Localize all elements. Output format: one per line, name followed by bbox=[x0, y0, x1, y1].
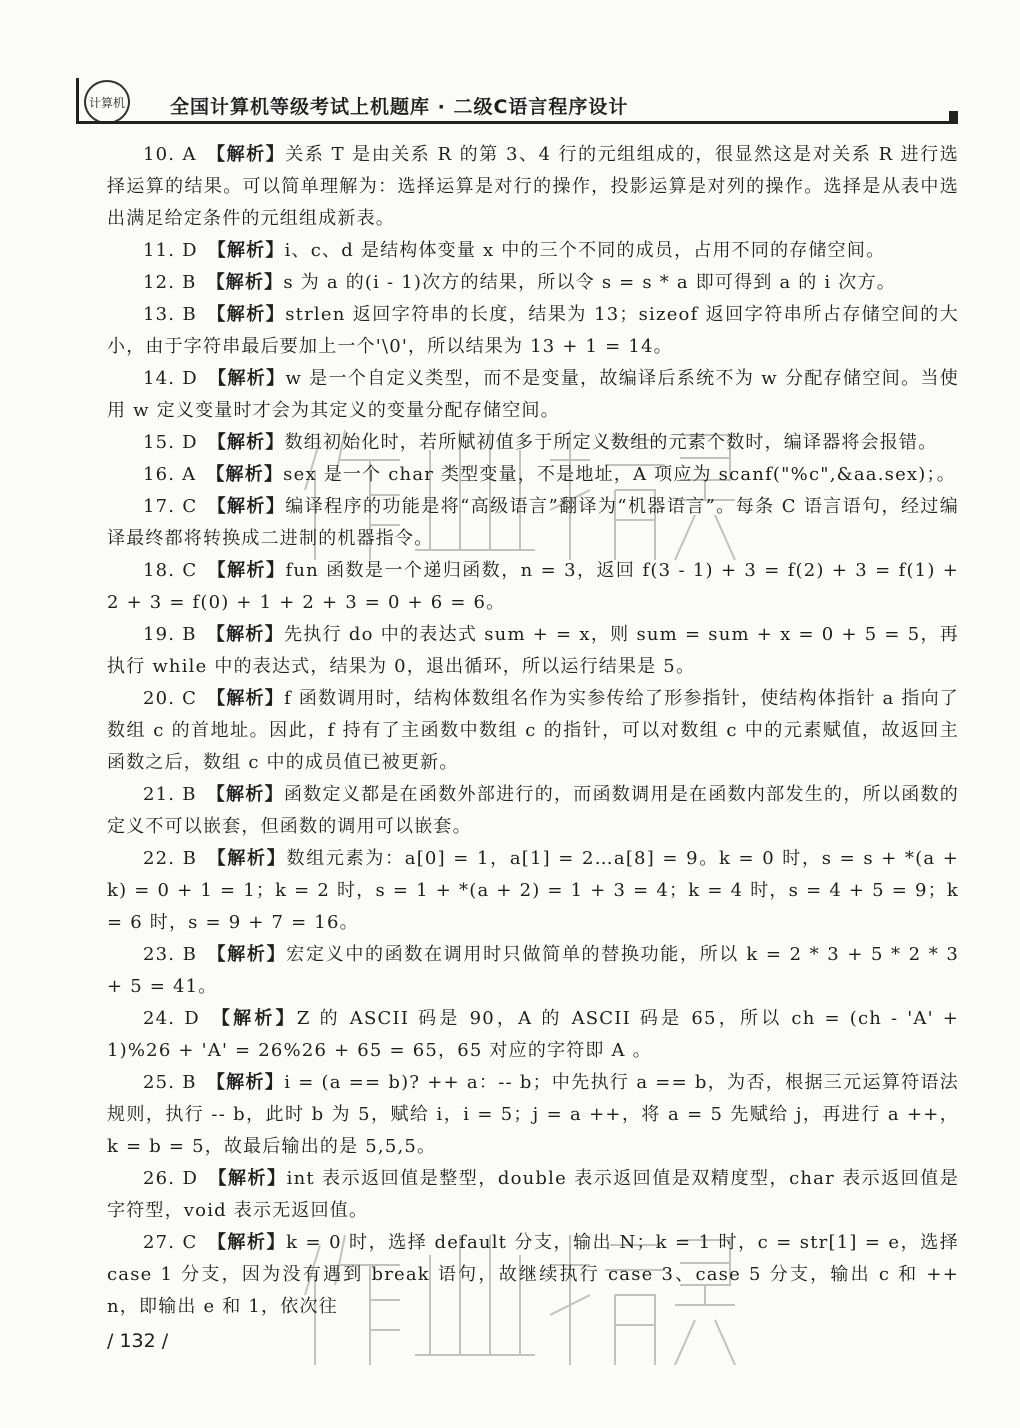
analysis-tag: 【解析】 bbox=[206, 464, 284, 485]
analysis-tag: 【解析】 bbox=[206, 144, 286, 165]
analysis-tag: 【解析】 bbox=[207, 944, 287, 965]
analysis-tag: 【解析】 bbox=[206, 1072, 285, 1093]
analysis-tag: 【解析】 bbox=[209, 1008, 297, 1029]
answer-number: 14. D bbox=[143, 368, 198, 389]
running-header bbox=[76, 78, 956, 124]
answer-number: 17. C bbox=[143, 496, 198, 517]
answer-number: 19. B bbox=[143, 624, 197, 645]
answer-number: 23. B bbox=[143, 944, 198, 965]
answer-entry bbox=[107, 427, 959, 459]
answer-explanations bbox=[107, 139, 959, 1355]
answer-entry bbox=[107, 235, 959, 267]
answer-number: 11. D bbox=[143, 240, 198, 261]
answer-number: 21. B bbox=[143, 784, 197, 805]
book-logo bbox=[84, 80, 130, 124]
analysis-text: i、c、d 是结构体变量 x 中的三个不同的成员，占用不同的存储空间。 bbox=[284, 240, 886, 261]
answer-entry bbox=[107, 139, 959, 235]
analysis-tag: 【解析】 bbox=[207, 688, 285, 709]
analysis-tag: 【解析】 bbox=[207, 1232, 287, 1253]
analysis-text: Z 的 ASCII 码是 90，A 的 ASCII 码是 65，所以 ch = (ch - 'A' + 1)%26 + 'A' = 26%26 + 65 = 65，65 对应的字符即 A 。 bbox=[107, 1008, 960, 1061]
analysis-tag: 【解析】 bbox=[207, 368, 286, 389]
analysis-text: i = (a == b)? ++ a：-- b；中先执行 a == b，为否，根据三元运算符语法规则，执行 -- b，此时 b 为 5，赋给 i，i = 5；j = a ++，将 a = 5 先赋给 j，再进行 a ++，k = b = 5，故最后输出的是 5,5,5。 bbox=[107, 1072, 959, 1157]
analysis-text: 先执行 do 中的表达式 sum + = x，则 sum = sum + x = 0 + 5 = 5，再执行 while 中的表达式，结果为 0，退出循环，所以运行结果是 5。 bbox=[107, 624, 959, 677]
answer-entry bbox=[107, 1067, 959, 1163]
analysis-text: 编译程序的功能是将“高级语言”翻译为“机器语言”。每条 C 语言语句，经过编译最终都将转换成二进制的机器指令。 bbox=[107, 496, 960, 549]
answer-number: 15. D bbox=[143, 432, 198, 453]
analysis-text: s 为 a 的(i - 1)次方的结果，所以令 s = s * a 即可得到 a 的 i 次方。 bbox=[283, 272, 896, 293]
logo-text: 计算机 bbox=[88, 95, 125, 110]
analysis-text: 数组元素为：a[0] = 1，a[1] = 2…a[8] = 9。k = 0 时，s = s + *(a + k) = 0 + 1 = 1；k = 2 时，s = 1 + *(a + 2) = 1 + 3 = 4；k = 4 时，s = 4 + 5 = 9；k = 6 时，s = 9 + 7 = 16。 bbox=[107, 848, 959, 933]
analysis-tag: 【解析】 bbox=[206, 304, 286, 325]
answer-entry bbox=[107, 1227, 959, 1323]
analysis-text: w 是一个自定义类型，而不是变量，故编译后系统不为 w 分配存储空间。当使用 w 定义变量时才会为其定义的变量分配存储空间。 bbox=[107, 368, 959, 421]
answer-number: 16. A bbox=[143, 464, 197, 485]
answer-entry bbox=[107, 1163, 959, 1227]
analysis-text: strlen 返回字符串的长度，结果为 13；sizeof 返回字符串所占存储空间的大小，由于字符串最后要加上一个'\0'，所以结果为 13 + 1 = 14。 bbox=[107, 304, 959, 357]
answer-number: 18. C bbox=[143, 560, 198, 581]
answer-number: 12. B bbox=[143, 272, 197, 293]
header-vertical-rule bbox=[76, 78, 79, 124]
analysis-tag: 【解析】 bbox=[206, 784, 284, 805]
analysis-tag: 【解析】 bbox=[206, 272, 284, 293]
answer-number: 26. D bbox=[143, 1168, 199, 1189]
header-end-block bbox=[949, 111, 958, 124]
analysis-tag: 【解析】 bbox=[207, 432, 285, 453]
answer-number: 25. B bbox=[143, 1072, 197, 1093]
answer-entry bbox=[107, 683, 959, 779]
analysis-tag: 【解析】 bbox=[207, 240, 285, 261]
analysis-text: 关系 T 是由关系 R 的第 3、4 行的元组组成的，很显然这是对关系 R 进行选择运算的结果。可以简单理解为：选择运算是对行的操作，投影运算是对列的操作。选择是从表中选出满足给定条件的元组组成新表。 bbox=[107, 144, 959, 229]
header-title: 全国计算机等级考试上机题库 · 二级C语言程序设计 bbox=[170, 96, 629, 118]
answer-number: 10. A bbox=[143, 144, 197, 165]
answer-entry bbox=[107, 363, 959, 427]
answer-entry bbox=[107, 267, 959, 299]
answer-entry bbox=[107, 299, 959, 363]
analysis-text: 数组初始化时，若所赋初值多于所定义数组的元素个数时，编译器将会报错。 bbox=[284, 432, 938, 453]
analysis-tag: 【解析】 bbox=[207, 496, 286, 517]
answer-entry bbox=[107, 619, 959, 683]
answer-number: 27. C bbox=[143, 1232, 198, 1253]
answer-number: 20. C bbox=[143, 688, 198, 709]
answer-entry bbox=[107, 939, 959, 1003]
analysis-text: 宏定义中的函数在调用时只做简单的替换功能，所以 k = 2 * 3 + 5 * 2 * 3 + 5 = 41。 bbox=[107, 944, 959, 997]
answer-number: 24. D bbox=[143, 1008, 200, 1029]
analysis-text: int 表示返回值是整型，double 表示返回值是双精度型，char 表示返回值是字符型，void 表示无返回值。 bbox=[107, 1168, 960, 1221]
answer-entry bbox=[107, 459, 959, 491]
answer-entry bbox=[107, 491, 959, 555]
analysis-text: sex 是一个 char 类型变量，不是地址，A 项应为 scanf("%c",&aa.sex)；。 bbox=[283, 464, 956, 485]
page-number: / 132 / bbox=[107, 1330, 169, 1352]
analysis-text: f 函数调用时，结构体数组名作为实参传给了形参指针，使结构体指针 a 指向了数组 c 的首地址。因此，f 持有了主函数中数组 c 的指针，可以对数组 c 中的元素赋值，故返回主函数之后，数组 c 中的成员值已被更新。 bbox=[107, 688, 960, 773]
answer-entry bbox=[107, 555, 959, 619]
analysis-text: 函数定义都是在函数外部进行的，而函数调用是在函数内部发生的，所以函数的定义不可以嵌套，但函数的调用可以嵌套。 bbox=[107, 784, 960, 837]
answer-entry bbox=[107, 843, 959, 939]
analysis-text: fun 函数是一个递归函数，n = 3，返回 f(3 - 1) + 3 = f(2) + 3 = f(1) + 2 + 3 = f(0) + 1 + 2 + 3 = 0 + 6 = 6。 bbox=[107, 560, 959, 613]
answer-entry bbox=[107, 779, 959, 843]
answer-number: 22. B bbox=[143, 848, 198, 869]
analysis-tag: 【解析】 bbox=[207, 848, 287, 869]
analysis-tag: 【解析】 bbox=[206, 624, 284, 645]
analysis-text: k = 0 时，选择 default 分支，输出 N；k = 1 时，c = str[1] = e，选择 case 1 分支，因为没有遇到 break 语句，故继续执行 case 3、case 5 分支，输出 c 和 ++ n，即输出 e 和 1，依次往 bbox=[107, 1232, 959, 1317]
analysis-tag: 【解析】 bbox=[208, 1168, 287, 1189]
header-rule bbox=[76, 121, 956, 124]
answer-entry bbox=[107, 1003, 959, 1067]
answer-number: 13. B bbox=[143, 304, 197, 325]
analysis-tag: 【解析】 bbox=[207, 560, 286, 581]
